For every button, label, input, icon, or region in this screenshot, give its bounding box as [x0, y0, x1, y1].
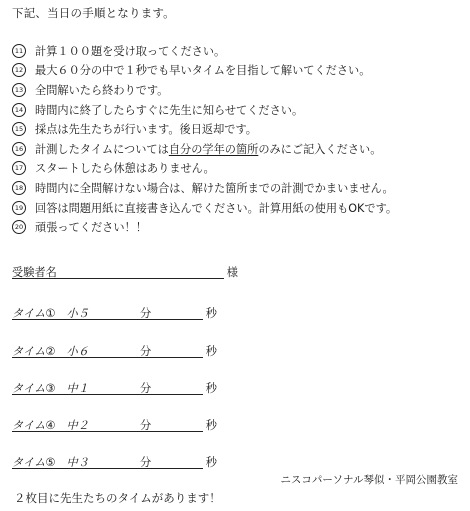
step-number: 16: [12, 142, 26, 156]
time-label: タイム② 小６: [12, 345, 89, 358]
step-text: 時間内に全問解けない場合は、解けた箇所までの計測でかまいません。: [35, 181, 394, 195]
step-item: [12, 198, 462, 218]
seconds-unit: 秒: [205, 307, 217, 320]
intro-text: 下記、当日の手順となります。: [12, 6, 175, 20]
footer-note: ２枚目に先生たちのタイムがあります！: [14, 491, 221, 505]
step-text: 計算１００題を受け取ってください。: [35, 44, 226, 58]
time-label: タイム⑤ 中３: [12, 456, 89, 469]
step-item: [12, 80, 462, 100]
step-item: [12, 119, 462, 139]
step-text: 時間内に終了したらすぐに先生に知らせてください。: [35, 103, 304, 117]
step-item: [12, 100, 462, 120]
minutes-unit: 分: [140, 345, 152, 358]
step-number: 17: [12, 161, 26, 175]
step-text: 最大６０分の中で１秒でも早いタイムを目指して解いてください。: [35, 64, 371, 78]
step-number: 14: [12, 103, 26, 117]
step-number: 20: [12, 220, 26, 234]
step-number: 18: [12, 181, 26, 195]
step-number: 13: [12, 83, 26, 97]
seconds-unit: 秒: [205, 345, 217, 358]
school-name: ニスコパーソナル琴似・平岡公園教室: [280, 474, 458, 486]
minutes-unit: 分: [140, 419, 152, 432]
step-text-underlined: 自分の学年の箇所: [168, 142, 259, 156]
step-number: 15: [12, 122, 26, 136]
step-text-after: のみにご記入ください。: [258, 142, 382, 156]
step-text: 採点は先生たちが行います。後日返却です。: [35, 123, 257, 137]
seconds-unit: 秒: [205, 382, 217, 395]
step-text-before: 計測したタイムについては: [35, 142, 169, 156]
time-row[interactable]: [12, 452, 217, 472]
minutes-unit: 分: [140, 456, 152, 469]
minutes-unit: 分: [140, 307, 152, 320]
minutes-unit: 分: [140, 382, 152, 395]
step-text: 全問解いたら終わりです。: [35, 83, 169, 97]
step-text: スタートしたら休憩はありません。: [35, 162, 215, 176]
examinee-name-label: 受験者名: [12, 266, 57, 279]
seconds-unit: 秒: [205, 419, 217, 432]
step-item: [12, 41, 462, 61]
time-label: タイム① 小５: [12, 307, 89, 320]
step-number: 12: [12, 63, 26, 77]
steps-list: [12, 41, 462, 237]
step-text: 回答は問題用紙に直接書き込んでください。計算用紙の使用もOKです。: [35, 201, 398, 215]
step-item: [12, 61, 462, 81]
step-number: 11: [12, 44, 26, 58]
examinee-name-field[interactable]: [12, 262, 238, 282]
time-row[interactable]: [12, 378, 217, 398]
examinee-honorific: 様: [226, 266, 238, 279]
step-item: [12, 139, 462, 159]
time-row[interactable]: [12, 341, 217, 361]
step-item: [12, 217, 462, 237]
step-text: 頑張ってください！！: [35, 221, 147, 235]
seconds-unit: 秒: [205, 456, 217, 469]
time-label: タイム③ 中１: [12, 382, 89, 395]
step-number: 19: [12, 201, 26, 215]
time-label: タイム④ 中２: [12, 419, 89, 432]
time-row[interactable]: [12, 303, 217, 323]
time-row[interactable]: [12, 415, 217, 435]
step-item: [12, 159, 462, 179]
step-item: [12, 178, 462, 198]
